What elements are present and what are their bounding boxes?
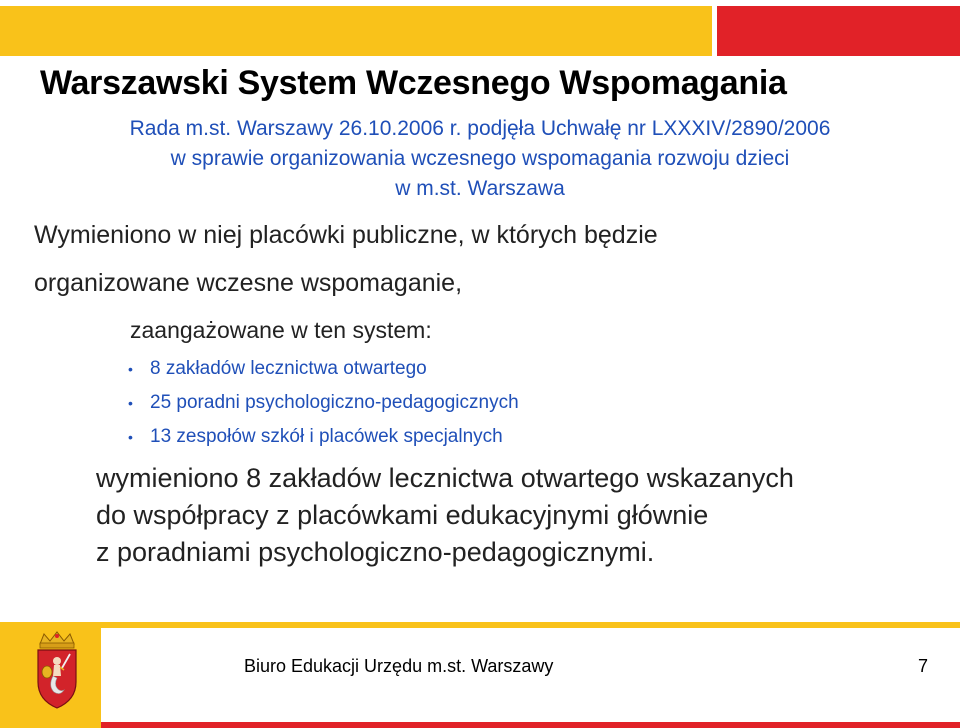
list-item-text: 25 poradni psychologiczno-pedagogicznych: [150, 392, 519, 414]
intro-line-2: organizowane wczesne wspomaganie,: [34, 269, 463, 297]
summary-text: [96, 460, 794, 571]
resolution-text: [0, 114, 960, 204]
warsaw-coat-of-arms-icon: [30, 630, 84, 710]
resolution-line: w sprawie organizowania wczesnego wspomagania rozwoju dzieci: [170, 147, 790, 170]
resolution-line: w m.st. Warszawa: [395, 177, 565, 200]
intro-line-1: Wymieniono w niej placówki publiczne, w których będzie: [34, 221, 658, 249]
list-item: [128, 424, 519, 458]
list-item-text: 8 zakładów lecznictwa otwartego: [150, 358, 427, 380]
summary-line: z poradniami psychologiczno-pedagogicznymi.: [96, 537, 655, 567]
footer-red-band: [101, 722, 960, 728]
slide-title: Warszawski System Wczesnego Wspomagania: [40, 64, 787, 102]
bullet-icon: •: [128, 361, 133, 377]
list-item: [128, 356, 519, 390]
bullet-icon: •: [128, 395, 133, 411]
summary-line: wymieniono 8 zakładów lecznictwa otwartego wskazanych: [96, 463, 794, 493]
resolution-line: Rada m.st. Warszawy 26.10.2006 r. podjęła Uchwałę nr LXXXIV/2890/2006: [129, 117, 831, 140]
page-number: 7: [918, 656, 929, 676]
header-red-band: [717, 6, 960, 56]
summary-line: do współpracy z placówkami edukacyjnymi głównie: [96, 500, 709, 530]
list-item-text: 13 zespołów szkół i placówek specjalnych: [150, 426, 503, 448]
intro-line-3: zaangażowane w ten system:: [130, 317, 432, 343]
list-item: [128, 390, 519, 424]
bullet-icon: •: [128, 429, 133, 445]
institution-list: [128, 356, 519, 458]
header-yellow-band: [0, 6, 712, 56]
footer-organization: Biuro Edukacji Urzędu m.st. Warszawy: [244, 656, 554, 676]
